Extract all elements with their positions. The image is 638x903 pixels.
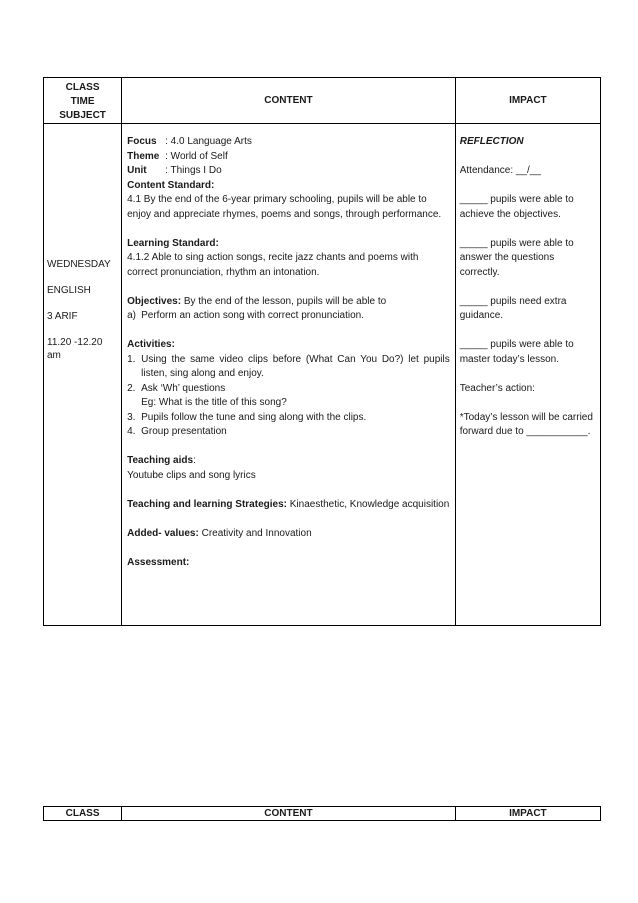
objectives-text: By the end of the lesson, pupils will be able to bbox=[181, 295, 387, 307]
teaching-aids-line bbox=[127, 454, 450, 469]
objective-a-marker: a) bbox=[127, 310, 137, 321]
header-class-time-subject bbox=[44, 78, 122, 124]
strategies-text: Kinaesthetic, Knowledge acquisition bbox=[286, 498, 450, 510]
next-page-header-table bbox=[43, 806, 601, 821]
impact-line-1: _____ pupils were able to achieve the objectives. bbox=[459, 194, 574, 220]
activities-label: Activities: bbox=[127, 339, 175, 350]
focus-label: Focus bbox=[127, 136, 157, 147]
activity-text: Ask ‘Wh’ questions bbox=[141, 382, 226, 394]
table-header-row bbox=[44, 78, 601, 124]
learning-standard-label: Learning Standard: bbox=[127, 237, 219, 249]
activity-number bbox=[127, 396, 141, 411]
activity-item bbox=[127, 425, 450, 440]
focus-value: : 4.0 Language Arts bbox=[165, 136, 252, 147]
time: 11.20 -12.20 am bbox=[47, 337, 103, 361]
objective-a-text: Perform an action song with correct pronunciation. bbox=[141, 310, 365, 321]
day: WEDNESDAY bbox=[47, 259, 111, 270]
teaching-aids-label: Teaching aids bbox=[127, 455, 194, 466]
activity-item bbox=[127, 382, 450, 397]
activity-number: 4. bbox=[127, 426, 136, 437]
activity-item bbox=[127, 396, 450, 411]
objectives-line bbox=[127, 295, 450, 310]
header-subject: SUBJECT bbox=[59, 109, 106, 121]
focus-line bbox=[127, 135, 450, 150]
unit-value: : Things I Do bbox=[165, 165, 222, 176]
unit-line bbox=[127, 164, 450, 179]
footer-content: CONTENT bbox=[122, 807, 456, 821]
added-values-text: Creativity and Innovation bbox=[198, 527, 312, 539]
class-name: 3 ARIF bbox=[47, 311, 78, 322]
impact-line-3: _____ pupils need extra guidance. bbox=[459, 295, 567, 321]
objectives-label: Objectives: bbox=[127, 295, 182, 307]
activity-text: Pupils follow the tune and sing along with the clips. bbox=[141, 411, 367, 423]
assessment-label: Assessment: bbox=[127, 556, 190, 568]
impact-cell bbox=[455, 124, 600, 626]
activity-number: 2. bbox=[127, 382, 136, 394]
activity-number: 3. bbox=[127, 411, 136, 423]
teaching-aids-text: Youtube clips and song lyrics bbox=[127, 469, 256, 481]
theme-value: : World of Self bbox=[165, 150, 228, 162]
footer-impact: IMPACT bbox=[455, 807, 600, 821]
activity-item bbox=[127, 411, 450, 426]
added-values-label: Added- values: bbox=[127, 527, 199, 539]
header-impact: IMPACT bbox=[455, 78, 600, 124]
lesson-plan-table bbox=[43, 77, 601, 626]
strategies-label: Teaching and learning Strategies: bbox=[127, 498, 287, 510]
class-info-cell bbox=[44, 124, 122, 626]
content-standard-text: 4.1 By the end of the 6-year primary schooling, pupils will be able to enjoy and appreciate rhymes, poems and songs, through performance. bbox=[127, 194, 442, 220]
header-content: CONTENT bbox=[122, 78, 456, 124]
subject: ENGLISH bbox=[47, 285, 91, 296]
footer-header-row bbox=[44, 807, 601, 821]
strategies-line bbox=[127, 498, 450, 513]
carry-forward-note: *Today’s lesson will be carried forward due to ___________. bbox=[459, 411, 593, 437]
activity-text: Group presentation bbox=[141, 426, 227, 437]
activity-text: Eg: What is the title of this song? bbox=[141, 397, 287, 408]
unit-label: Unit bbox=[127, 165, 147, 176]
header-time: TIME bbox=[70, 95, 95, 107]
teaching-aids-colon: : bbox=[193, 455, 196, 466]
activity-item bbox=[127, 353, 450, 382]
theme-label: Theme bbox=[127, 150, 160, 162]
header-class: CLASS bbox=[65, 81, 100, 93]
activity-text: Using the same video clips before (What Can You Do?) let pupils listen, sing along and enjoy. bbox=[141, 353, 450, 379]
objective-a bbox=[127, 309, 450, 324]
theme-line bbox=[127, 150, 450, 165]
footer-class: CLASS bbox=[44, 807, 122, 821]
reflection-heading: REFLECTION bbox=[459, 136, 524, 147]
table-body-row bbox=[44, 124, 601, 626]
teacher-action: Teacher’s action: bbox=[459, 382, 535, 394]
content-cell bbox=[122, 124, 456, 626]
impact-line-2: _____ pupils were able to answer the questions correctly. bbox=[459, 237, 574, 278]
impact-line-4: _____ pupils were able to master today’s lesson. bbox=[459, 339, 574, 365]
added-values-line bbox=[127, 527, 450, 542]
activity-number: 1. bbox=[127, 353, 136, 365]
content-standard-label: Content Standard: bbox=[127, 179, 215, 191]
attendance: Attendance: __/__ bbox=[459, 165, 541, 176]
learning-standard-text: 4.1.2 Able to sing action songs, recite jazz chants and poems with correct pronunciation, rhythm an intonation. bbox=[127, 252, 419, 278]
